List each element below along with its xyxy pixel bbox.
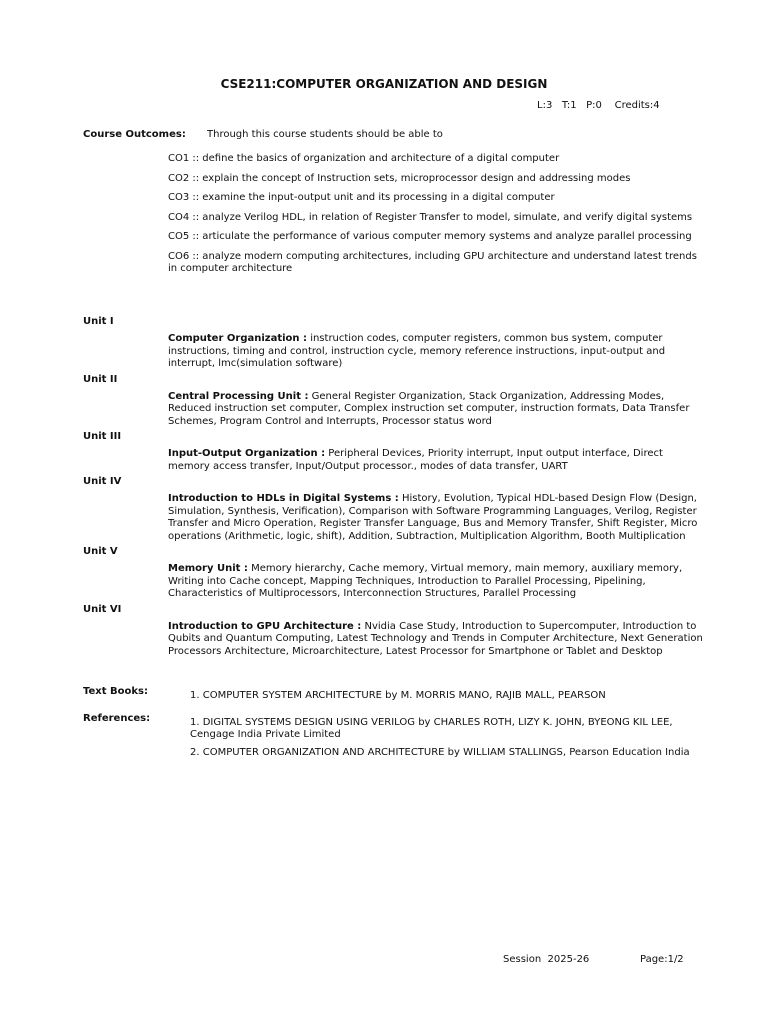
unit-text: Nvidia Case Study, Introduction to Supercomputer, Introduction to Qubits and Quantum Computing, Latest Technology and Trends in Computer Architecture, Next Generation Processors Architecture, Microarchitecture, Latest Processor for Smartphone or Tablet and Desktop	[168, 620, 703, 657]
unit-body	[168, 493, 703, 543]
unit-text: General Register Organization, Stack Organization, Addressing Modes, Reduced instruction set computer, Complex instruction set computer, instruction formats, Data Transfer Schemes, Program Control and Interrupts, Processor status word	[168, 390, 690, 427]
unit-text: History, Evolution, Typical HDL-based Design Flow (Design, Simulation, Synthesis, Verification), Comparison with Software Programming Languages, Verilog, Register Transfer and Micro Operation, Register Transfer Language, Bus and Memory Transfer, Shift Register, Micro operations (Arithmetic, logic, shift), Addition, Subtraction, Multiplication Algorithm, Booth Multiplication	[168, 493, 698, 542]
course-outcomes-label: Course Outcomes:	[83, 129, 186, 140]
course-outcome-item: CO2 :: explain the concept of Instruction sets, microprocessor design and addressing modes	[168, 172, 631, 184]
unit-body	[168, 391, 703, 429]
unit-heading: Input-Output Organization :	[168, 448, 326, 459]
unit-text: Peripheral Devices, Priority interrupt, Input output interface, Direct memory access transfer, Input/Output processor., modes of data transfer, UART	[168, 448, 663, 472]
page-number: Page:1/2	[640, 954, 684, 965]
references-label: References:	[83, 712, 151, 724]
unit-heading: Memory Unit :	[168, 563, 248, 574]
unit-heading: Central Processing Unit :	[168, 390, 309, 402]
unit-label: Unit III	[83, 431, 122, 442]
unit-body	[168, 563, 703, 601]
unit-label: Unit I	[83, 316, 114, 327]
unit-body	[168, 333, 703, 371]
page-title: CSE211:COMPUTER ORGANIZATION AND DESIGN	[220, 77, 548, 91]
unit-label: Unit VI	[83, 603, 122, 615]
unit-block	[83, 431, 708, 473]
course-outcome-item: CO1 :: define the basics of organization and architecture of a digital computer	[168, 153, 560, 164]
reference-item: 1. DIGITAL SYSTEMS DESIGN USING VERILOG by CHARLES ROTH, LIZY K. JOHN, BYEONG KIL LEE, Cengage India Private Limited	[190, 716, 673, 740]
text-books	[83, 686, 708, 703]
unit-label: Unit II	[83, 373, 118, 385]
unit-block	[83, 374, 708, 429]
units-section	[83, 316, 708, 661]
unit-block	[83, 546, 708, 601]
unit-heading: Computer Organization :	[168, 333, 308, 344]
books-section	[83, 686, 708, 764]
unit-heading: Introduction to GPU Architecture :	[168, 620, 362, 632]
references	[83, 713, 708, 760]
unit-body	[168, 448, 703, 473]
unit-text: Memory hierarchy, Cache memory, Virtual memory, main memory, auxiliary memory, Writing into Cache concept, Mapping Techniques, Introduction to Parallel Processing, Pipelining, Characteristics of Multiprocessors, Interconnection Structures, Parallel Processing	[168, 563, 683, 599]
unit-block	[83, 476, 708, 543]
course-outcome-item: CO4 :: analyze Verilog HDL, in relation of Register Transfer to model, simulate, and verify digital systems	[168, 211, 693, 223]
unit-block	[83, 316, 708, 371]
text-book-item: 1. COMPUTER SYSTEM ARCHITECTURE by M. MORRIS MANO, RAJIB MALL, PEARSON	[190, 690, 606, 701]
reference-item: 2. COMPUTER ORGANIZATION AND ARCHITECTURE by WILLIAM STALLINGS, Pearson Education India	[190, 746, 690, 758]
unit-block	[83, 604, 708, 659]
course-outcomes-intro: Through this course students should be able to	[207, 129, 443, 140]
unit-label: Unit IV	[83, 476, 122, 487]
course-outcomes-list	[168, 153, 708, 283]
unit-label: Unit V	[83, 546, 118, 557]
text-books-list	[190, 686, 695, 703]
credits-line: L:3 T:1 P:0 Credits:4	[537, 100, 660, 111]
unit-text: instruction codes, computer registers, common bus system, computer instructions, timing and control, instruction cycle, memory reference instructions, input-output and interrupt, lmc(simulation software)	[168, 333, 666, 369]
session-label: Session 2025-26	[503, 954, 590, 965]
unit-heading: Introduction to HDLs in Digital Systems :	[168, 493, 399, 504]
course-outcome-item: CO6 :: analyze modern computing architectures, including GPU architecture and understand latest trends in computer architecture	[168, 250, 697, 274]
unit-body	[168, 621, 703, 659]
course-outcome-item: CO3 :: examine the input-output unit and its processing in a digital computer	[168, 192, 555, 203]
references-list	[190, 713, 695, 760]
course-outcome-item: CO5 :: articulate the performance of various computer memory systems and analyze parallel processing	[168, 231, 692, 242]
text-books-label: Text Books:	[83, 686, 148, 697]
